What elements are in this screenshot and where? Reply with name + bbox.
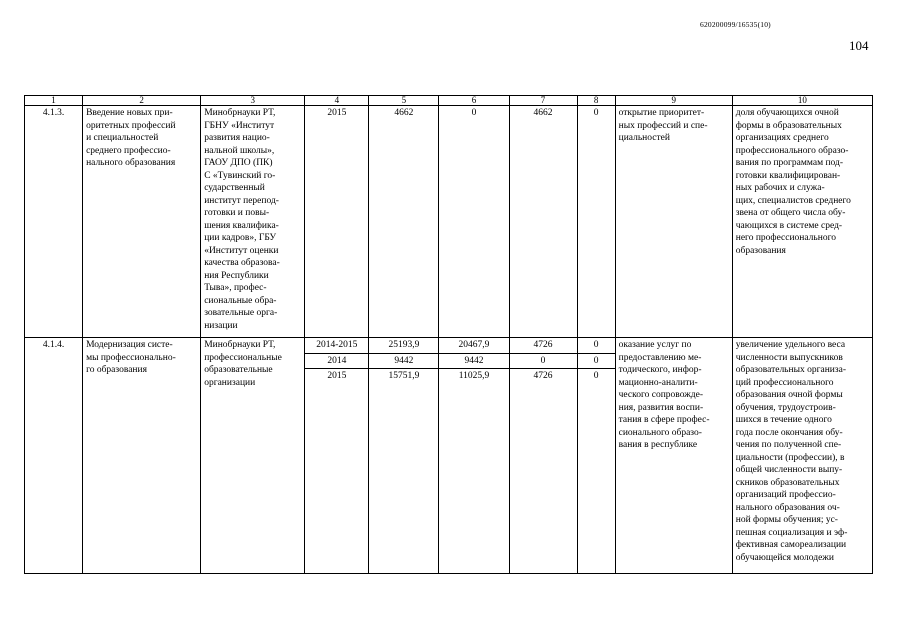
funding-col6: 9442 — [439, 353, 509, 369]
funding-col8: 0 — [577, 338, 615, 354]
table-row — [25, 338, 873, 354]
column-number: 9 — [615, 96, 732, 106]
funding-total: 9442 — [369, 353, 439, 369]
column-number-row — [25, 96, 873, 106]
funding-col7: 4726 — [509, 369, 577, 574]
item-number: 4.1.4. — [25, 338, 83, 574]
target-indicator: увеличение удельного веса численности выпускников образовательных организа- ций профессионального образования очной формы обучения, трудоустроив- шихся в течение одного года после окончания обу- чения по полученной спе- циальности (профессии), в общей численности выпу- скников образовательных организаций профессио- нального образования оч- ной формы обучения; ус- пешная социализация и эф- фективная самореализации обучающейся молодежи — [732, 338, 872, 574]
program-table — [24, 95, 873, 574]
period: 2015 — [305, 106, 369, 338]
period: 2014 — [305, 353, 369, 369]
funding-col8: 0 — [577, 353, 615, 369]
table-row — [25, 106, 873, 338]
measure-name: Модернизация систе- мы профессионально- го образования — [83, 338, 201, 574]
item-number: 4.1.3. — [25, 106, 83, 338]
executor: Минобрнауки РТ, профессиональные образовательные организации — [201, 338, 305, 574]
funding-col6: 0 — [439, 106, 509, 338]
period: 2014-2015 — [305, 338, 369, 354]
column-number: 7 — [509, 96, 577, 106]
funding-col8: 0 — [577, 106, 615, 338]
column-number: 6 — [439, 96, 509, 106]
funding-total: 4662 — [369, 106, 439, 338]
column-number: 4 — [305, 96, 369, 106]
funding-total: 15751,9 — [369, 369, 439, 574]
funding-col7: 4662 — [509, 106, 577, 338]
measure-name: Введение новых при- оритетных профессий и специальностей среднего профессио- нального образования — [83, 106, 201, 338]
column-number: 8 — [577, 96, 615, 106]
funding-col6: 20467,9 — [439, 338, 509, 354]
column-number: 2 — [83, 96, 201, 106]
column-number: 1 — [25, 96, 83, 106]
period: 2015 — [305, 369, 369, 574]
funding-col6: 11025,9 — [439, 369, 509, 574]
column-number: 5 — [369, 96, 439, 106]
target-indicator: доля обучающихся очной формы в образовательных организациях среднего профессионального образо- вания по программам под- готовки квалифицирован- ных рабочих и служа- щих, специалистов среднего звена от общего числа обу- чающихся в системе сред- него профессионального образования — [732, 106, 872, 338]
expected-result: открытие приоритет- ных профессий и спе- циальностей — [615, 106, 732, 338]
column-number: 10 — [732, 96, 872, 106]
expected-result: оказание услуг по предоставлению ме- тодического, инфор- мационно-аналити- ческого сопровожде- ния, развития воспи- тания в сфере профес- сионального образо- вания в республике — [615, 338, 732, 574]
funding-col7: 0 — [509, 353, 577, 369]
funding-col8: 0 — [577, 369, 615, 574]
page-number: 104 — [849, 38, 869, 53]
executor: Минобрнауки РТ, ГБНУ «Институт развития нацио- нальной школы», ГАОУ ДПО (ПК) С «Тувинский го- сударственный институт перепод- готовки и повы- шения квалифика- ции кадров», ГБУ «Институт оценки качества образова- ния Республики Тыва», профес- сиональные обра- зовательные орга- низации — [201, 106, 305, 338]
column-number: 3 — [201, 96, 305, 106]
funding-total: 25193,9 — [369, 338, 439, 354]
funding-col7: 4726 — [509, 338, 577, 354]
document-code: 620200099/16535(10) — [700, 20, 771, 29]
